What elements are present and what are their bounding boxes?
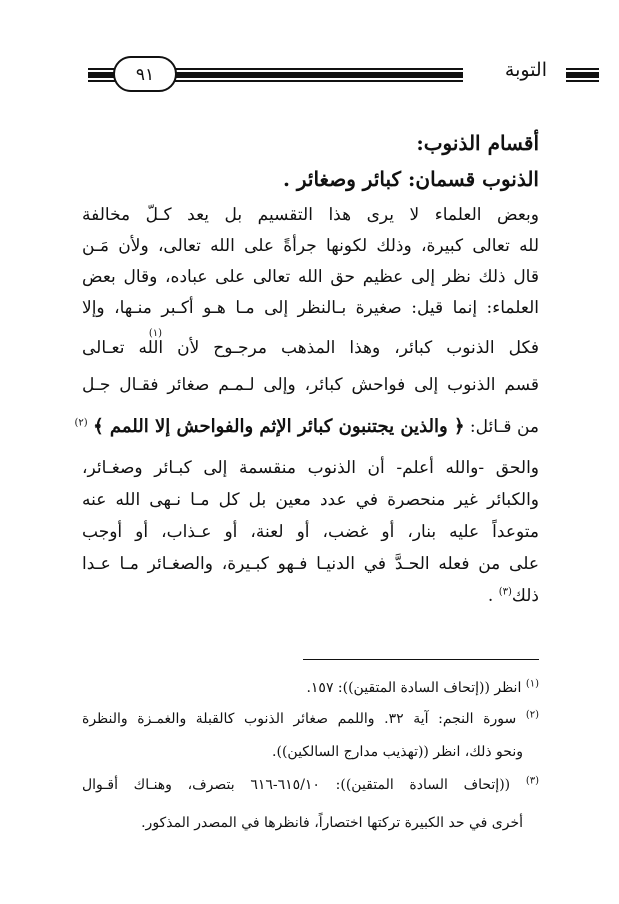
header-rule-right-top	[566, 68, 599, 70]
footnote-2	[82, 707, 539, 731]
footnote-ref-3: (٣)	[498, 586, 512, 598]
body-line: قال ذلك نظر إلى عظيم حق الله تعالى على عباده، وقال بعض	[82, 267, 539, 287]
body-line: متوعداً عليه بنار، أو غضب، أو لعنة، أو عـذاب، أو أوجب	[82, 522, 539, 542]
header-rule-right	[566, 72, 599, 78]
page-number: ٩١	[113, 56, 177, 92]
body-line: لله تعالى كبيرة، وذلك لكونها جرأةً على الله تعالى، ولأن مَـن	[82, 236, 539, 256]
footnote-marker: (٢)	[525, 709, 540, 721]
last-line-text: ذلك	[511, 586, 539, 606]
header-rule-right-bottom	[566, 80, 599, 82]
quote-line	[74, 413, 539, 441]
footnote-marker: (١)	[525, 678, 539, 690]
footnote-3-cont: أخرى في حد الكبيرة تركتها اختصاراً، فانظرها في المصدر المذكور.	[141, 815, 523, 831]
body-line: وبعض العلماء لا يرى هذا التقسيم بل يعد كـلّ مخالفة	[82, 205, 539, 225]
last-line-period: .	[487, 586, 494, 606]
footnote-text: سورة النجم: آية ٣٢. واللمم صغائر الذنوب كالقبلة والغمـزة والنظرة	[82, 711, 517, 727]
footnote-2-cont: ونحو ذلك، انظر ((تهذيب مدارج السالكين)).	[272, 744, 523, 760]
book-page: التوبة ٩١ أقسام الذنوب: الذنوب قسمان: كبائر وصغائر . وبعض العلماء لا يرى هذا التقسيم بل يعد كـلّ مخالفة لله تعالى كبيرة، وذلك لكونها جرأةً على الله تعالى، ولأن مَـن قال ذلك نظر إلى عظيم حق الله تعالى على عباده، وقال بعض العلماء: إنما قيل: صغيرة بـالنظر إلى مـا هـو أكـبر منـها، وإلا فكل الذنوب كبائر، وهذا المذهب مرجـوح لأن الله تعـالى قسم الذنوب إلى فواحش كبائر، وإلى لـمـم صغائر فقـال جـل (١) من قـائل: ﴿ والذين يجتنبون كبائر الإثم والفواحش إلا اللمم ﴾ $^{(٢)}$ والحق -والله أعلم- أن الذنوب منقسمة إلى كبـائر وصغـائر، والكبائر غير منحصرة في عدد معين بل كل مـا نـهى الله عنه متوعداً عليه بنار، أو غضب، أو لعنة، أو عـذاب، أو أوجب على من فعله الحـدَّ في الدنيـا فـهو كبـيرة، والصغـائر مـا عـدا ذلك$^{(٣)}$ . $^{(١)}$ انظر ((إتحاف السادة المتقين)): ١٥٧. $^{(٢)}$ سورة النجم: آية ٣٢. واللمم صغائر الذنوب كالقبلة والغمـزة والنظرة ونحو ذلك، انظر ((تهذيب مدارج السالكين)). $^{(٣)}$ ((إتحاف السادة المتقين)): ٦١٥/١٠-٦١٦ بتصرف، وهنـاك أقـوال أخرى في حد الكبيرة تركتها اختصاراً، فانظرها في المصدر المذكور.	[0, 0, 619, 904]
quote-prefix: من قـائل:	[469, 417, 539, 437]
footnote-separator	[303, 659, 539, 660]
running-title: التوبة	[504, 59, 547, 81]
body-line: فكل الذنوب كبائر، وهذا المذهب مرجـوح لأن الله تعـالى	[82, 338, 539, 358]
body-line: قسم الذنوب إلى فواحش كبائر، وإلى لـمـم صغائر فقـال جـل	[82, 375, 539, 395]
footnote-3	[82, 773, 539, 797]
quran-verse: ﴿ والذين يجتنبون كبائر الإثم والفواحش إلا اللمم ﴾	[93, 416, 465, 437]
body-line: والحق -والله أعلم- أن الذنوب منقسمة إلى كبـائر وصغـائر،	[82, 458, 539, 478]
subheading: الذنوب قسمان: كبائر وصغائر .	[282, 167, 539, 191]
body-last-line	[82, 582, 539, 610]
footnote-text: ((إتحاف السادة المتقين)): ٦١٥/١٠-٦١٦ بتصرف، وهنـاك أقـوال	[82, 777, 511, 793]
section-heading: أقسام الذنوب:	[416, 131, 539, 155]
footnote-ref-2: (٢)	[74, 417, 88, 429]
body-line: على من فعله الحـدَّ في الدنيـا فـهو كبـيرة، والصغـائر مـا عـدا	[82, 554, 539, 574]
footnote-1	[82, 676, 539, 700]
footnote-marker: (٣)	[525, 775, 540, 787]
footnote-text: انظر ((إتحاف السادة المتقين)): ١٥٧.	[306, 680, 522, 696]
body-line: العلماء: إنما قيل: صغيرة بـالنظر إلى مـا هـو أكـبر منـها، وإلا	[82, 298, 539, 318]
body-line: والكبائر غير منحصرة في عدد معين بل كل مـا نـهى الله عنه	[82, 490, 539, 510]
